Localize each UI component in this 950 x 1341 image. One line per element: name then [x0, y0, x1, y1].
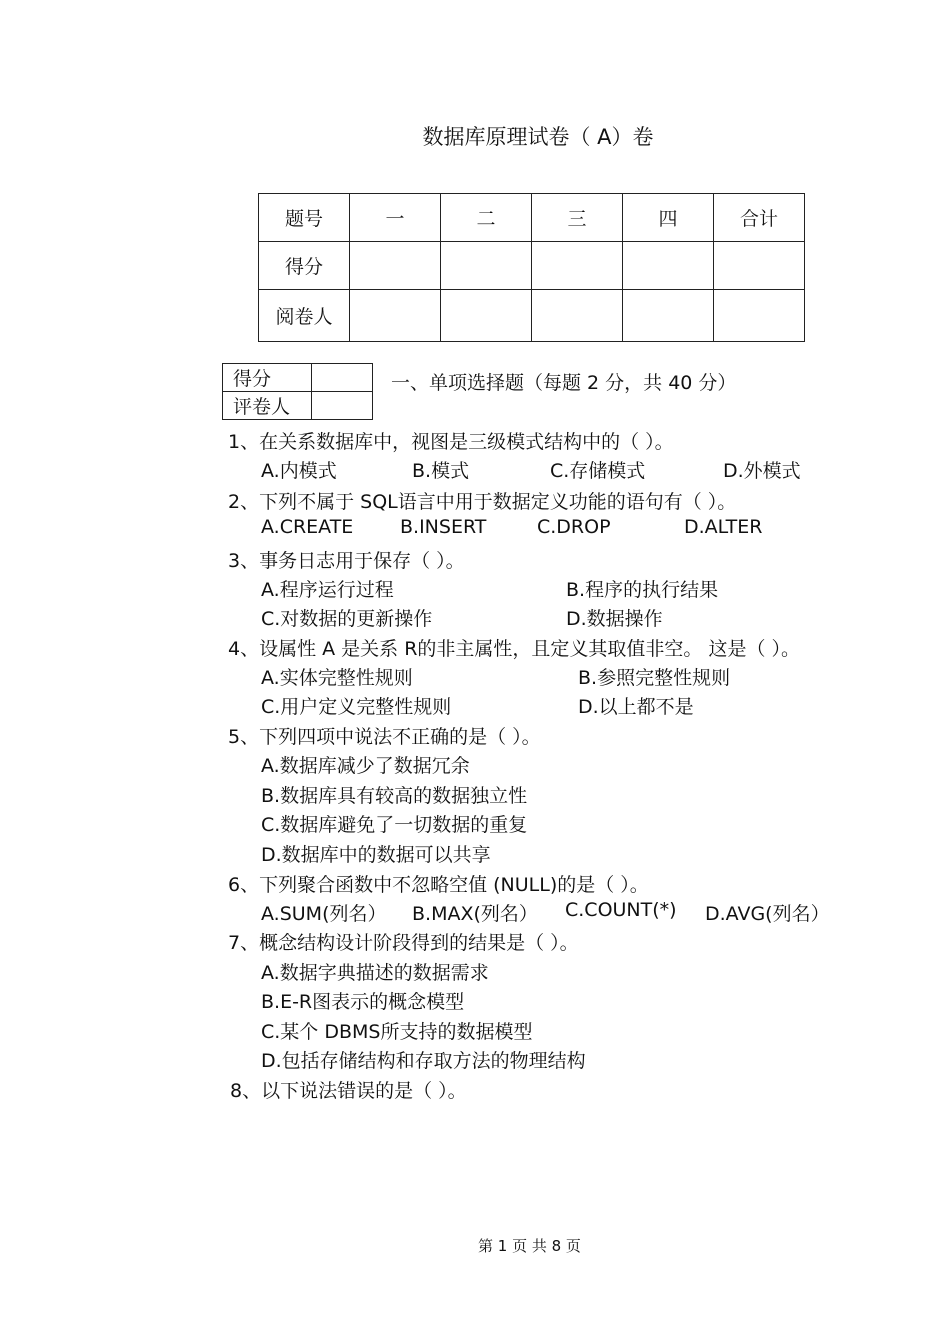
grader-label: 评卷人: [223, 392, 312, 420]
page-footer: 第 1 页 共 8 页: [478, 1237, 581, 1255]
score-table: [258, 193, 805, 342]
table-cell: [350, 290, 441, 342]
option: B.INSERT: [400, 516, 487, 538]
question: 2、下列不属于 SQL语言中用于数据定义功能的语句有（ ）。: [228, 491, 737, 513]
table-cell: [441, 242, 532, 290]
option: B.MAX(列名）: [412, 903, 538, 925]
option: A.数据字典描述的数据需求: [261, 962, 489, 984]
option: B.程序的执行结果: [566, 579, 719, 601]
score-label: 得分: [223, 364, 312, 392]
table-cell: [532, 242, 623, 290]
option: B.参照完整性规则: [578, 667, 731, 689]
option: C.COUNT(*): [565, 899, 677, 921]
option: A.SUM(列名）: [261, 903, 387, 925]
option: D.数据操作: [566, 608, 663, 630]
table-cell: 阅卷人: [259, 290, 350, 342]
option: D.外模式: [723, 460, 801, 482]
option: C.DROP: [537, 516, 611, 538]
score-table-row: [259, 290, 805, 342]
grader-blank: [312, 392, 373, 420]
question: 4、设属性 A 是关系 R的非主属性，且定义其取值非空。 这是（ ）。: [228, 638, 800, 660]
option: C.对数据的更新操作: [261, 608, 433, 630]
table-cell: [441, 290, 532, 342]
table-cell: 一: [350, 194, 441, 242]
option: B.E-R图表示的概念模型: [261, 991, 465, 1013]
table-cell: [532, 290, 623, 342]
grader-box: [222, 363, 373, 420]
option: A.数据库减少了数据冗余: [261, 755, 470, 777]
table-cell: [714, 290, 805, 342]
table-cell: 三: [532, 194, 623, 242]
option: A.实体完整性规则: [261, 667, 413, 689]
question: 7、概念结构设计阶段得到的结果是（ ）。: [228, 932, 579, 954]
table-cell: 得分: [259, 242, 350, 290]
question: 6、下列聚合函数中不忽略空值 (NULL)的是（ ）。: [228, 874, 649, 896]
table-cell: 题号: [259, 194, 350, 242]
table-cell: [623, 242, 714, 290]
question: 3、事务日志用于保存（ ）。: [228, 550, 465, 572]
table-cell: [714, 242, 805, 290]
option: C.用户定义完整性规则: [261, 696, 452, 718]
question: 1、在关系数据库中，视图是三级模式结构中的（ ）。: [228, 431, 674, 453]
option: D.以上都不是: [578, 696, 694, 718]
option: D.数据库中的数据可以共享: [261, 844, 491, 866]
option: D.AVG(列名）: [705, 903, 830, 925]
section-heading: 一、单项选择题（每题 2 分，共 40 分）: [391, 372, 737, 394]
table-cell: 四: [623, 194, 714, 242]
option: C.数据库避免了一切数据的重复: [261, 814, 528, 836]
score-table-header-row: [259, 194, 805, 242]
page-title: 数据库原理试卷（ A）卷: [422, 125, 654, 149]
score-table-row: [259, 242, 805, 290]
option: B.数据库具有较高的数据独立性: [261, 785, 528, 807]
score-blank: [312, 364, 373, 392]
option: C.某个 DBMS所支持的数据模型: [261, 1021, 533, 1043]
option: A.CREATE: [261, 516, 354, 538]
question: 5、下列四项中说法不正确的是（ ）。: [228, 726, 541, 748]
option: C.存储模式: [550, 460, 646, 482]
table-cell: [623, 290, 714, 342]
table-cell: 合计: [714, 194, 805, 242]
option: D.包括存储结构和存取方法的物理结构: [261, 1050, 586, 1072]
option: B.模式: [412, 460, 470, 482]
option: D.ALTER: [684, 516, 763, 538]
table-cell: [350, 242, 441, 290]
option: A.程序运行过程: [261, 579, 394, 601]
table-cell: 二: [441, 194, 532, 242]
question: 8、以下说法错误的是（ ）。: [230, 1080, 467, 1102]
option: A.内模式: [261, 460, 337, 482]
